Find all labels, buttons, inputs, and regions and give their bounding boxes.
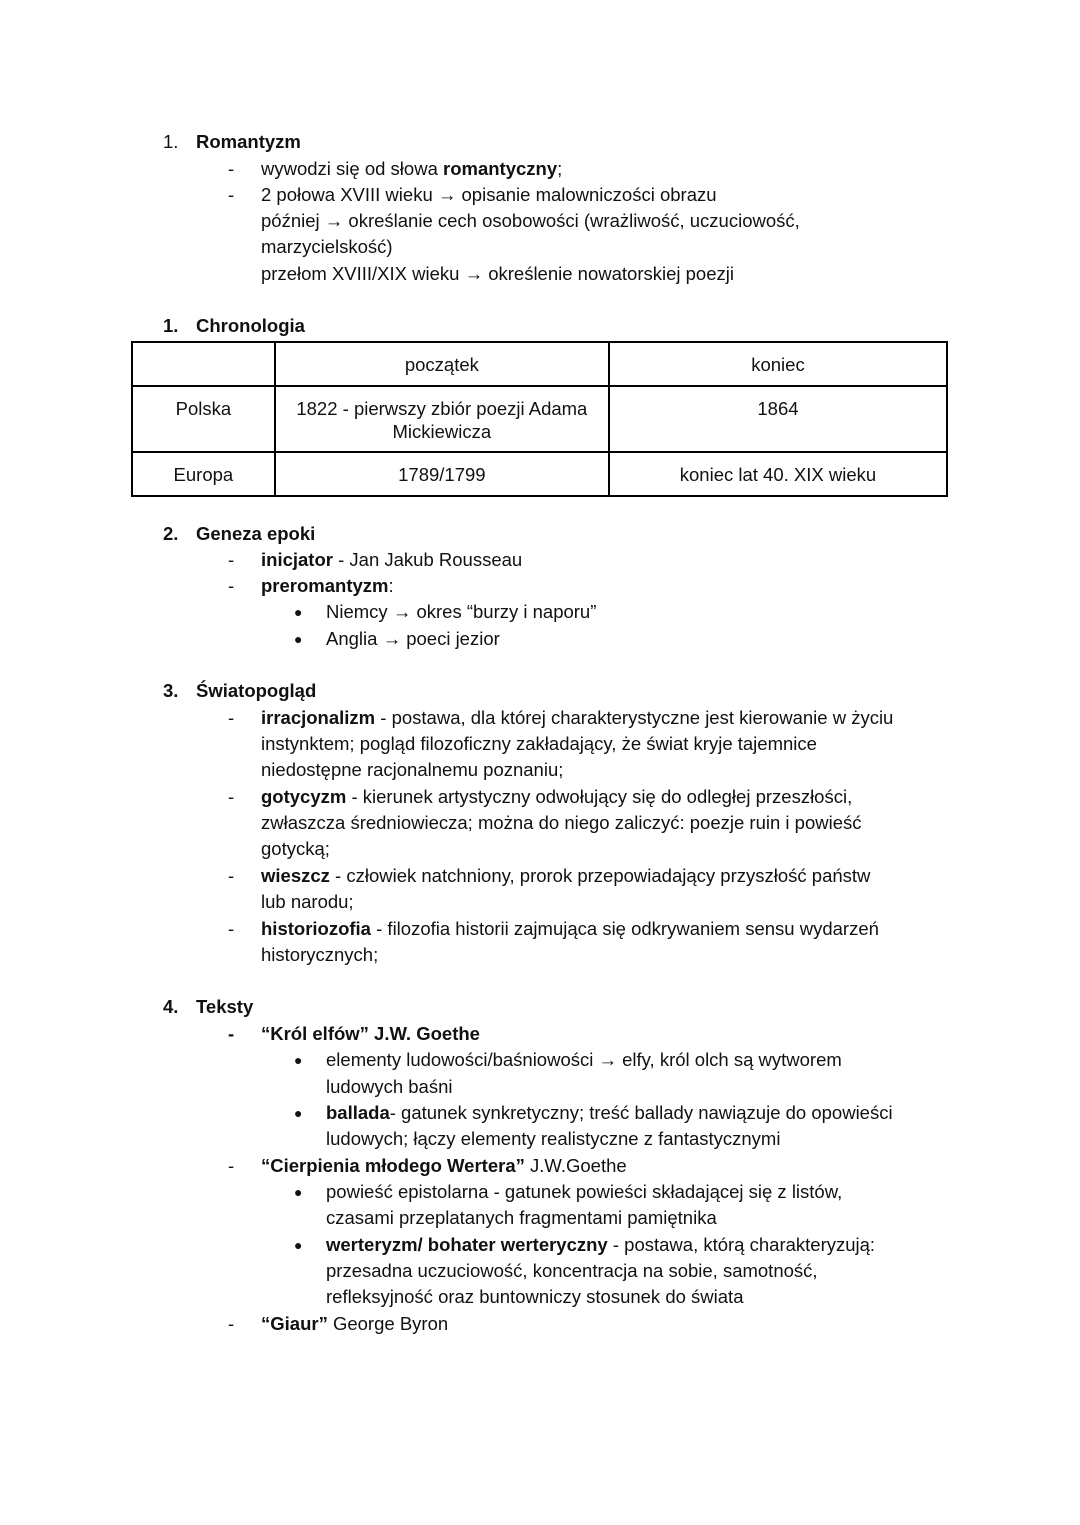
dash-marker: - bbox=[228, 918, 235, 939]
etymology-end: ; bbox=[557, 158, 563, 179]
dash-marker: - bbox=[228, 549, 235, 570]
epistolarna-line-1: powieść epistolarna - gatunek powieści składającej się z listów, bbox=[326, 1181, 843, 1202]
dash-marker: - bbox=[228, 184, 235, 205]
dash-marker: - bbox=[228, 1313, 235, 1334]
dash-marker: - bbox=[228, 786, 235, 807]
table-header-cell: koniec bbox=[609, 342, 947, 386]
meaning-line-3: marzycielskość) bbox=[261, 236, 393, 257]
historiozofia-line-2: historycznych; bbox=[261, 944, 379, 965]
irracjonalizm-line-3: niedostępne racjonalnemu poznaniu; bbox=[261, 759, 564, 780]
definition: - postawa, dla której charakterystyczne jest kierowanie w życiu bbox=[375, 707, 894, 728]
section-teksty-title bbox=[163, 994, 253, 1020]
text-krol-elfow-title bbox=[261, 1021, 480, 1047]
definition: - kierunek artystyczny odwołujący się do odległej przeszłości, bbox=[346, 786, 853, 807]
section-swiatopoglad-title bbox=[163, 678, 316, 704]
work-author: George Byron bbox=[327, 1313, 449, 1334]
wieszcz-line-2: lub narodu; bbox=[261, 891, 354, 912]
term: ballada bbox=[326, 1102, 390, 1123]
werteryzm-line-3: refleksyjność oraz buntowniczy stosunek do świata bbox=[326, 1286, 744, 1307]
table-cell: Europa bbox=[132, 452, 275, 496]
section-number: 1. bbox=[163, 131, 179, 152]
table-cell: 1822 - pierwszy zbiór poezji Adama Mickiewicza bbox=[275, 386, 609, 452]
ludowosc-line-2: ludowych baśni bbox=[326, 1076, 453, 1097]
table-header-cell: początek bbox=[275, 342, 609, 386]
historiozofia-line-1 bbox=[261, 916, 879, 942]
section-title-text: Teksty bbox=[196, 996, 254, 1017]
table-cell: koniec lat 40. XIX wieku bbox=[609, 452, 947, 496]
section-geneza-title bbox=[163, 521, 315, 547]
dash-marker: - bbox=[228, 865, 235, 886]
table-header-cell bbox=[132, 342, 275, 386]
dash-marker: - bbox=[228, 158, 235, 179]
section-title-text: Chronologia bbox=[196, 315, 305, 336]
term: gotycyzm bbox=[261, 786, 347, 807]
definition: : bbox=[388, 575, 394, 596]
gotycyzm-line-3: gotycką; bbox=[261, 838, 330, 859]
definition: - postawa, którą charakteryzują: bbox=[607, 1234, 876, 1255]
preromanticism-item bbox=[261, 573, 394, 599]
dash-marker: - bbox=[228, 575, 235, 596]
meaning-line-4: przełom XVIII/XIX wieku → określenie nowatorskiej poezji bbox=[261, 263, 734, 284]
text-giaur-title bbox=[261, 1311, 448, 1337]
table-cell: 1864 bbox=[609, 386, 947, 452]
work-author: J.W.Goethe bbox=[524, 1155, 627, 1176]
wieszcz-line-1 bbox=[261, 863, 870, 889]
bullet-niemcy: Niemcy → okres “burzy i naporu” bbox=[326, 601, 597, 622]
bullet-marker: ● bbox=[294, 631, 303, 647]
definition: - filozofia historii zajmująca się odkrywaniem sensu wydarzeń bbox=[370, 918, 879, 939]
etymology-text: wywodzi się od słowa bbox=[261, 158, 443, 179]
irracjonalizm-line-1 bbox=[261, 705, 893, 731]
bullet-marker: ● bbox=[294, 1052, 303, 1068]
term: inicjator bbox=[261, 549, 333, 570]
section-chronologia-title bbox=[163, 313, 305, 339]
term: historiozofia bbox=[261, 918, 371, 939]
section-title-text: Geneza epoki bbox=[196, 523, 316, 544]
etymology-term: romantyczny bbox=[443, 158, 558, 179]
table-row bbox=[132, 452, 947, 496]
definition: - Jan Jakub Rousseau bbox=[332, 549, 523, 570]
table-header-row bbox=[132, 342, 947, 386]
bullet-anglia: Anglia → poeci jezior bbox=[326, 628, 500, 649]
definition: - człowiek natchniony, prorok przepowiadający przyszłość państw bbox=[329, 865, 871, 886]
section-number: 3. bbox=[163, 680, 179, 701]
bullet-marker: ● bbox=[294, 1237, 303, 1253]
gotycyzm-line-1 bbox=[261, 784, 852, 810]
text-werter-title bbox=[261, 1153, 627, 1179]
work-title: “Giaur” bbox=[261, 1313, 328, 1334]
bullet-marker: ● bbox=[294, 1105, 303, 1121]
section-title-text: Światopogląd bbox=[196, 680, 317, 701]
table-row bbox=[132, 386, 947, 452]
dash-marker: - bbox=[228, 1023, 235, 1044]
work-title: “Cierpienia młodego Wertera” bbox=[261, 1155, 525, 1176]
chronology-table bbox=[131, 341, 948, 497]
meaning-line-2: później → określanie cech osobowości (wrażliwość, uczuciowość, bbox=[261, 210, 800, 231]
meaning-line-1: 2 połowa XVIII wieku → opisanie malowniczości obrazu bbox=[261, 184, 717, 205]
epistolarna-line-2: czasami przeplatanych fragmentami pamiętnika bbox=[326, 1207, 717, 1228]
term: werteryzm/ bohater werteryczny bbox=[326, 1234, 608, 1255]
term: preromantyzm bbox=[261, 575, 389, 596]
section-number: 4. bbox=[163, 996, 179, 1017]
bullet-marker: ● bbox=[294, 1184, 303, 1200]
initiator-item bbox=[261, 547, 522, 573]
work-title: “Król elfów” J.W. Goethe bbox=[261, 1023, 480, 1044]
ludowosc-line-1: elementy ludowości/baśniowości → elfy, król olch są wytworem bbox=[326, 1049, 842, 1070]
gotycyzm-line-2: zwłaszcza średniowiecza; można do niego zaliczyć: poezje ruin i powieść bbox=[261, 812, 862, 833]
term: wieszcz bbox=[261, 865, 330, 886]
definition: - gatunek synkretyczny; treść ballady nawiązuje do opowieści bbox=[389, 1102, 893, 1123]
section-number: 1. bbox=[163, 315, 179, 336]
section-title-text: Romantyzm bbox=[196, 131, 301, 152]
etymology-item bbox=[261, 156, 562, 182]
bullet-marker: ● bbox=[294, 604, 303, 620]
term: irracjonalizm bbox=[261, 707, 376, 728]
table-cell: 1789/1799 bbox=[275, 452, 609, 496]
irracjonalizm-line-2: instynktem; pogląd filozoficzny zakładający, że świat kryje tajemnice bbox=[261, 733, 817, 754]
ballada-line-2: ludowych; łączy elementy realistyczne z fantastycznymi bbox=[326, 1128, 781, 1149]
section-romantyzm-title bbox=[163, 129, 301, 155]
werteryzm-line-1 bbox=[326, 1232, 875, 1258]
werteryzm-line-2: przesadna uczuciowość, koncentracja na sobie, samotność, bbox=[326, 1260, 818, 1281]
dash-marker: - bbox=[228, 707, 235, 728]
table-cell: Polska bbox=[132, 386, 275, 452]
section-number: 2. bbox=[163, 523, 179, 544]
ballada-line-1 bbox=[326, 1100, 893, 1126]
dash-marker: - bbox=[228, 1155, 235, 1176]
